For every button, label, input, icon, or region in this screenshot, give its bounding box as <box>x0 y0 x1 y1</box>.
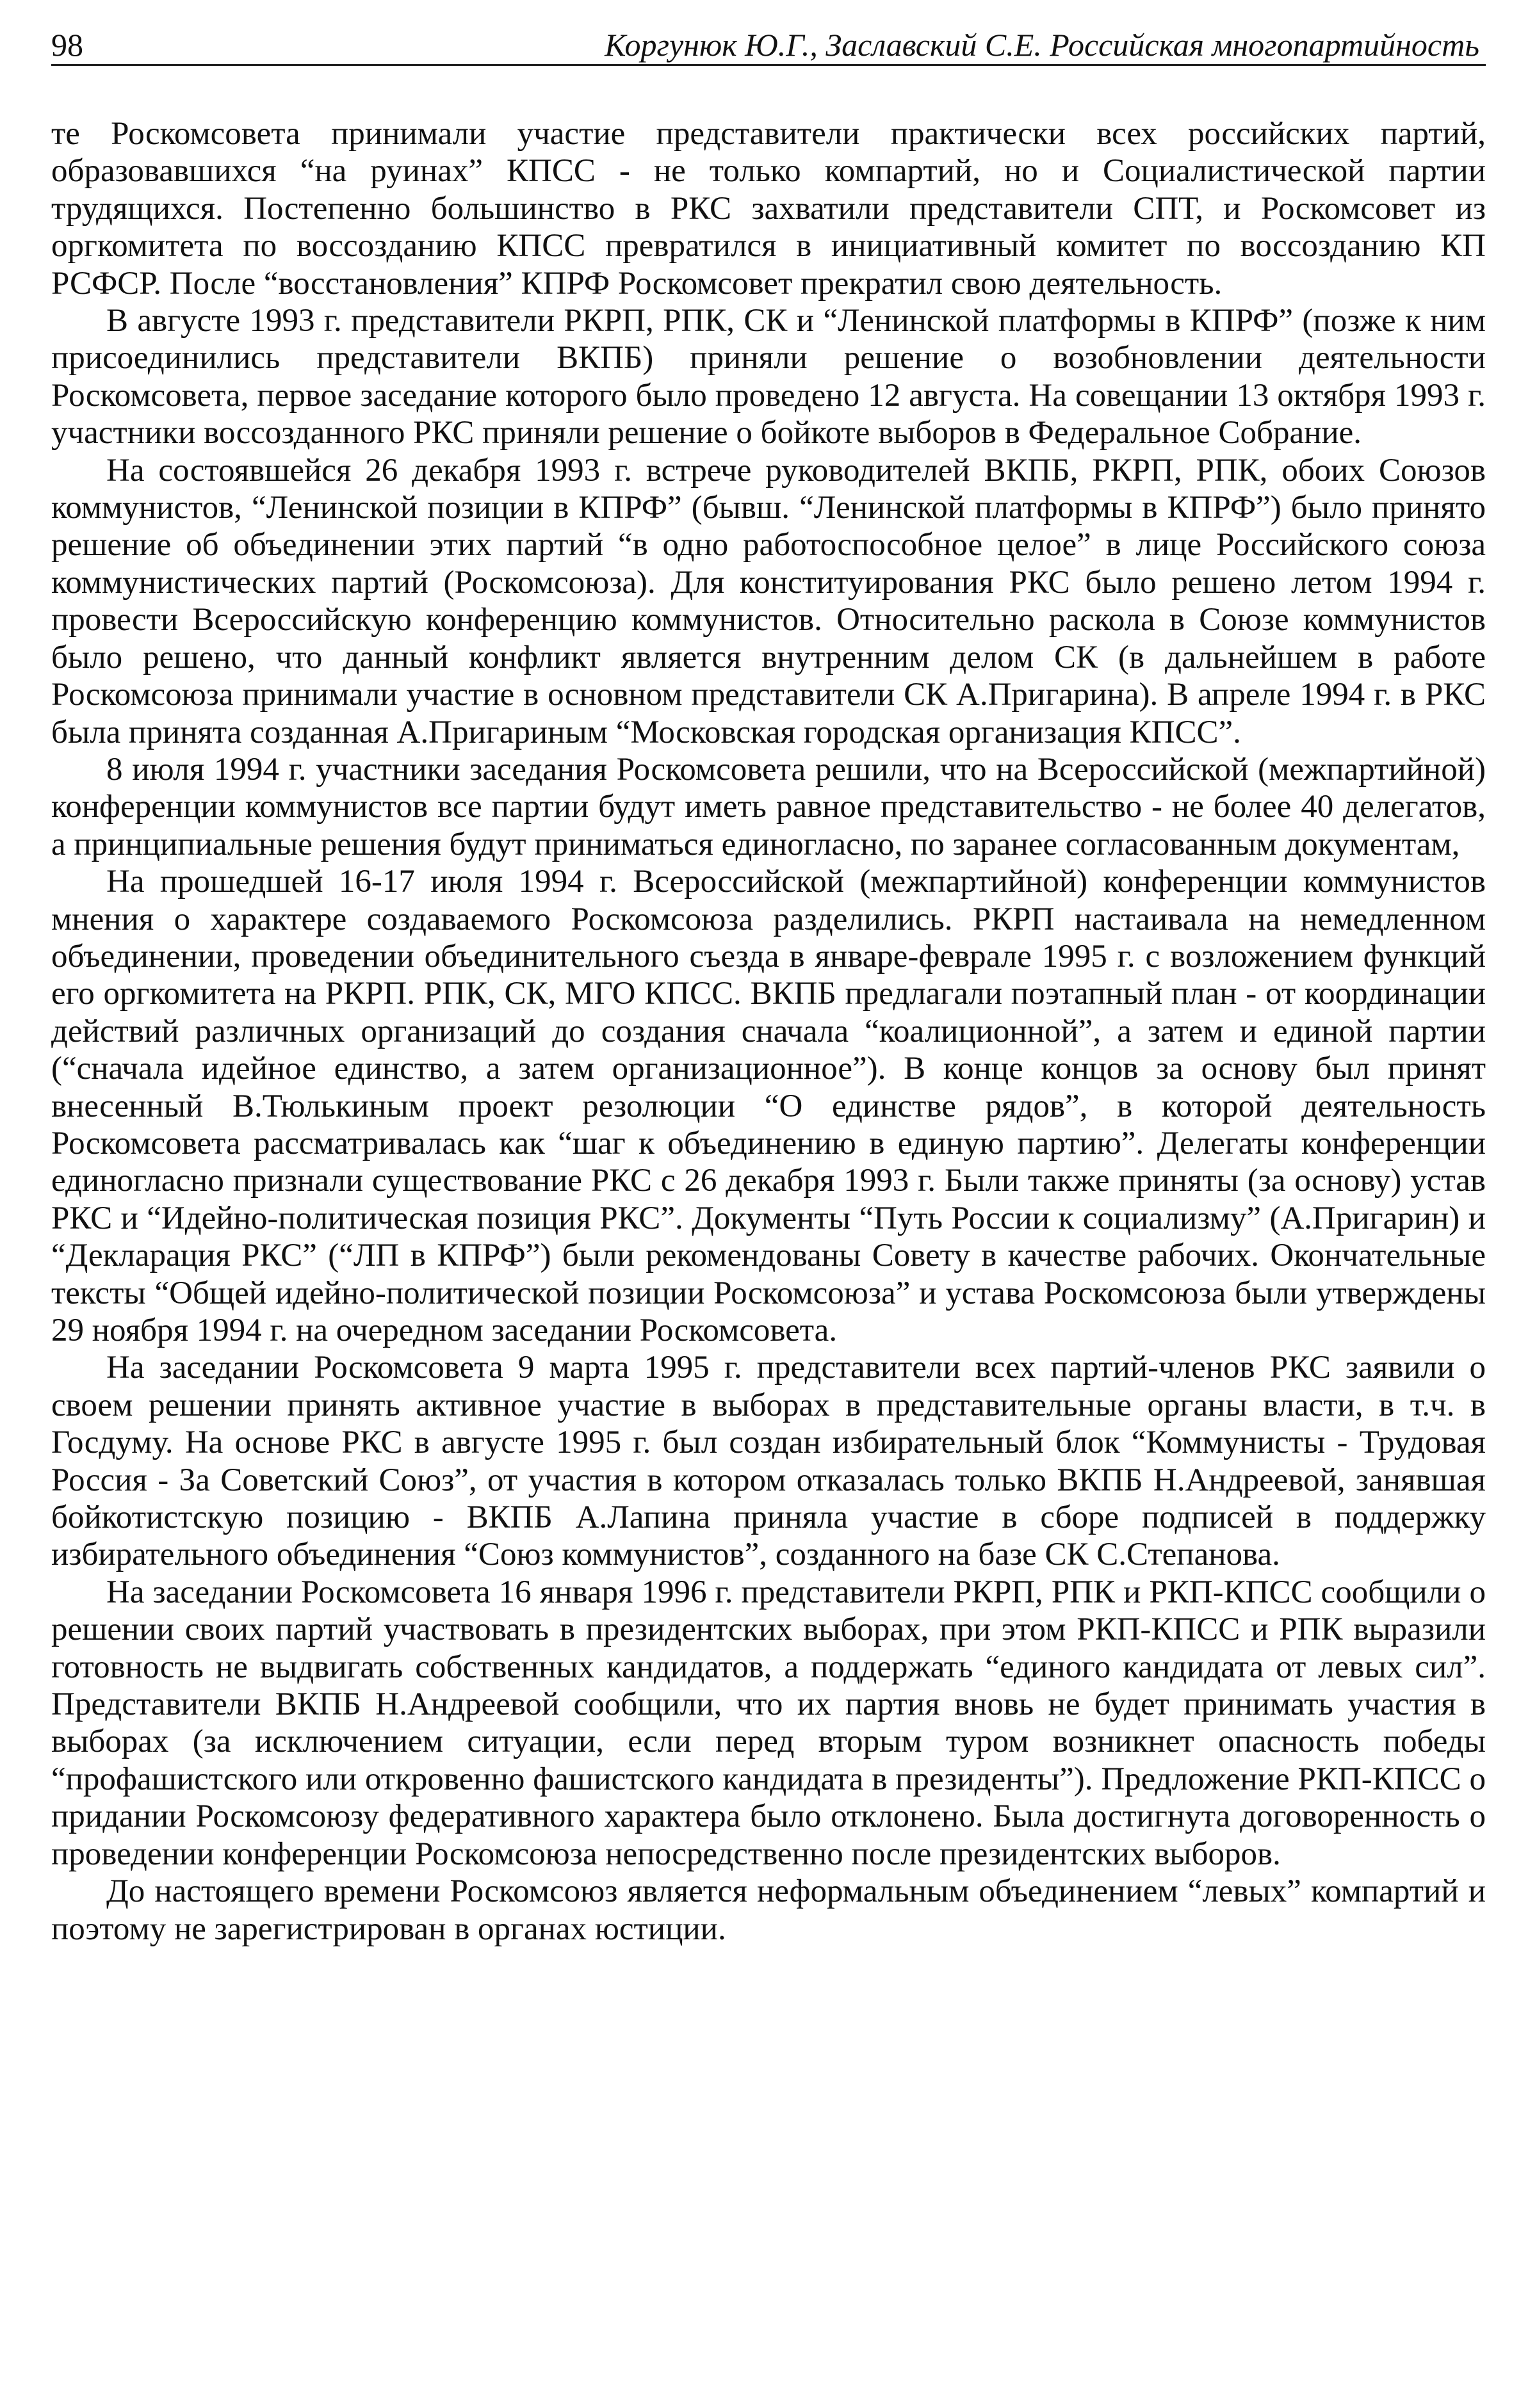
paragraph-4: 8 июля 1994 г. участники заседания Роскомсовета решили, что на Всероссийской (межпартийной) конференции коммунистов все партии будут иметь равное представительство - не более 40 делегатов, а принципиальные решения будут приниматься единогласно, по заранее согласованным документам, <box>51 751 1486 862</box>
page-number: 98 <box>51 27 83 63</box>
body-text <box>51 115 1486 1948</box>
paragraph-7: На заседании Роскомсовета 16 января 1996 г. представители РКРП, РПК и РКП-КПСС сообщили о решении своих партий участвовать в президентских выборах, при этом РКП-КПСС и РПК выразили готовность не выдвигать собственных кандидатов, а поддержать “единого кандидата от левых сил”. Представители ВКПБ Н.Андреевой сообщили, что их партия вновь не будет принимать участия в выборах (за исключением ситуации, если перед вторым туром возникнет опасность победы “профашистского или откровенно фашистского кандидата в президенты”). Предложение РКП-КПСС о придании Роскомсоюзу федеративного характера было отклонено. Была достигнута договоренность о проведении конференции Роскомсоюза непосредственно после президентских выборов. <box>51 1574 1486 1872</box>
paragraph-1: те Роскомсовета принимали участие представители практически всех российских партий, образовавшихся “на руинах” КПСС - не только компартий, но и Социалистической партии трудящихся. Постепенно большинство в РКС захватили представители СПТ, и Роскомсовет из оргкомитета по воссозданию КПСС превратился в инициативный комитет по воссозданию КП РСФСР. После “восстановления” КПРФ Роскомсовет прекратил свою деятельность. <box>51 116 1486 302</box>
paragraph-3: На состоявшейся 26 декабря 1993 г. встрече руководителей ВКПБ, РКРП, РПК, обоих Союзов коммунистов, “Ленинской позиции в КПРФ” (бывш. “Ленинской платформы в КПРФ”) было принято решение об объединении этих партий “в одно работоспособное целое” в лице Российского союза коммунистических партий (Роскомсоюза). Для конституирования РКС было решено летом 1994 г. провести Всероссийскую конференцию коммунистов. Относительно раскола в Союзе коммунистов было решено, что данный конфликт является внутренним делом СК (в дальнейшем в работе Роскомсоюза принимали участие в основном представители СК А.Пригарина). В апреле 1994 г. в РКС была принята созданная А.Пригариным “Московская городская организация КПСС”. <box>51 452 1486 750</box>
book-page <box>51 26 1486 2382</box>
paragraph-6: На заседании Роскомсовета 9 марта 1995 г. представители всех партий-членов РКС заявили о своем решении принять активное участие в выборах в представительные органы власти, в т.ч. в Госдуму. На основе РКС в августе 1995 г. был создан избирательный блок “Коммунисты - Трудовая Россия - За Советский Союз”, от участия в котором отказалась только ВКПБ Н.Андреевой, занявшая бойкотистскую позицию - ВКПБ А.Лапина приняла участие в сборе подписей в поддержку избирательного объединения “Союз коммунистов”, созданного на базе СК С.Степанова. <box>51 1350 1486 1573</box>
paragraph-2: В августе 1993 г. представители РКРП, РПК, СК и “Ленинской платформы в КПРФ” (позже к ним присоединились представители ВКПБ) приняли решение о возобновлении деятельности Роскомсовета, первое заседание которого было проведено 12 августа. На совещании 13 октября 1993 г. участники воссозданного РКС приняли решение о бойкоте выборов в Федеральное Собрание. <box>51 303 1486 451</box>
paragraph-5: На прошедшей 16-17 июля 1994 г. Всероссийской (межпартийной) конференции коммунистов мнения о характере создаваемого Роскомсоюза разделились. РКРП настаивала на немедленном объединении, проведении объединительного съезда в январе-феврале 1995 г. с возложением функций его оргкомитета на РКРП. РПК, СК, МГО КПСС. ВКПБ предлагали поэтапный план - от координации действий различных организаций до создания сначала “коалиционной”, а затем и единой партии (“сначала идейное единство, а затем организационное”). В конце концов за основу был принят внесенный В.Тюлькиным проект резолюции “О единстве рядов”, в которой деятельность Роскомсовета рассматривалась как “шаг к объединению в единую партию”. Делегаты конференции единогласно признали существование РКС с 26 декабря 1993 г. Были также приняты (за основу) устав РКС и “Идейно-политическая позиция РКС”. Документы “Путь России к социализму” (А.Пригарин) и “Декларация РКС” (“ЛП в КПРФ”) были рекомендованы Совету в качестве рабочих. Окончательные тексты “Общей идейно-политической позиции Роскомсоюза” и устава Роскомсоюза были утверждены 29 ноября 1994 г. на очередном заседании Роскомсовета. <box>51 864 1486 1348</box>
running-title: Коргунюк Ю.Г., Заславский С.Е. Российская многопартийность <box>605 27 1479 63</box>
paragraph-8: До настоящего времени Роскомсоюз является неформальным объединением “левых” компартий и поэтому не зарегистрирован в органах юстиции. <box>51 1873 1486 1947</box>
running-head <box>51 26 1486 66</box>
